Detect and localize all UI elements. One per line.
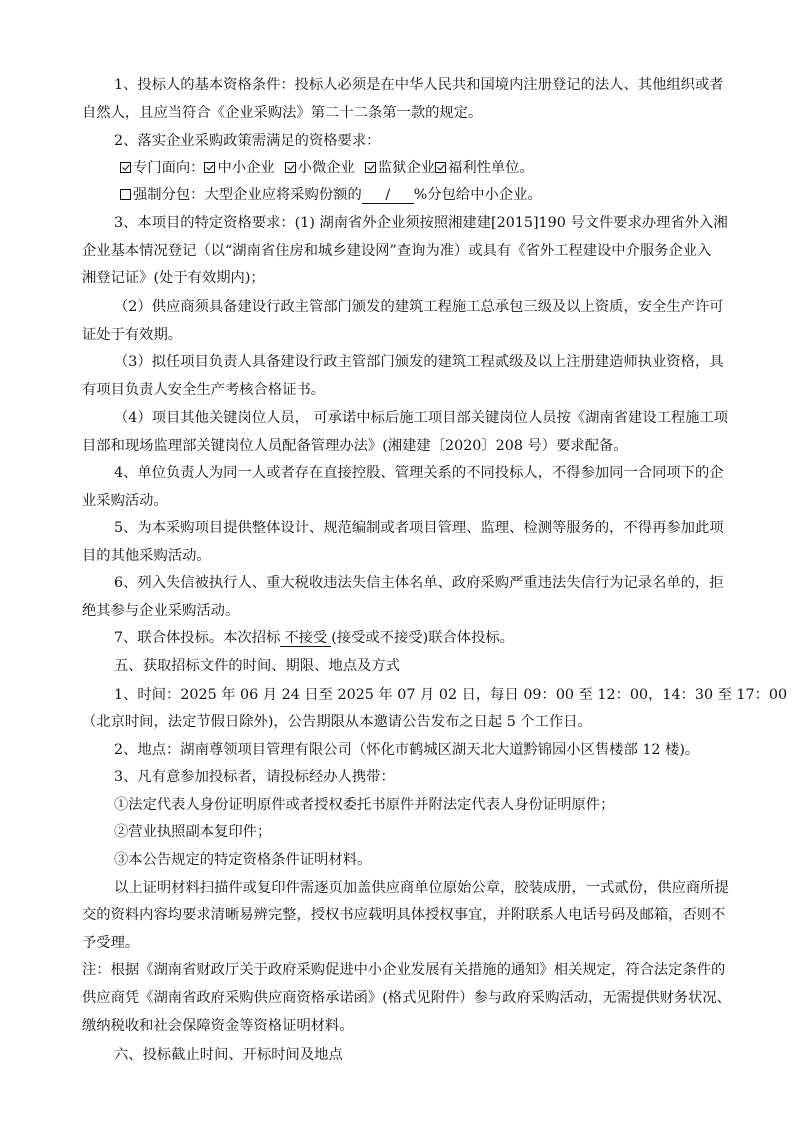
checkbox-fenbao[interactable] <box>120 189 131 200</box>
q2-zhuanmen-row <box>120 158 714 178</box>
checkbox-zhuanmen[interactable] <box>120 162 131 173</box>
q1-line-2: 自然人，且应当符合《企业采购法》第二十二条第一款的规定。 <box>82 105 483 121</box>
zhuanmen-label: 专门面向： <box>133 160 205 176</box>
sec5-note-line-2: 供应商凭《湖南省政府采购供应商资格承诺函》(格式见附件）参与政府采购活动，无需提供财务状况、 <box>82 990 731 1006</box>
checkbox-option-1[interactable] <box>204 162 215 173</box>
q4-line-1: 4、单位负责人为同一人或者存在直接控股、管理关系的不同投标人，不得参加同一合同项下的企 <box>114 465 724 481</box>
option-2-label: 小微企业 <box>297 160 355 176</box>
q3-line-3: 湘登记证》(处于有效期内)； <box>82 270 265 286</box>
sec5-item-3: ③本公告规定的特定资格条件证明材料。 <box>114 852 372 868</box>
q3-p3-line-1: （3）拟任项目负责人具备建设行政主管部门颁发的建筑工程贰级及以上注册建造师执业资格，具 <box>114 354 724 370</box>
sec5-bring: 3、凡有意参加投标者，请投标经办人携带： <box>114 769 395 785</box>
q7-line <box>114 628 714 648</box>
q2-title: 2、落实企业采购政策需满足的资格要求： <box>114 133 381 149</box>
checkbox-option-2[interactable] <box>285 162 296 173</box>
sec5-item-1: ①法定代表人身份证明原件或者授权委托书原件并附法定代表人身份证明原件； <box>114 797 615 813</box>
sec5-item-2: ②营业执照副本复印件； <box>114 824 272 840</box>
q5-line-1: 5、为本采购项目提供整体设计、规范编制或者项目管理、监理、检测等服务的，不得再参加此项 <box>114 520 724 536</box>
section-5-title: 五、获取招标文件的时间、期限、地点及方式 <box>114 658 400 674</box>
q3-p4-line-1: （4）项目其他关键岗位人员， 可承诺中标后施工项目部关键岗位人员按《湖南省建设工程施工项 <box>114 410 729 426</box>
q2-fenbao-row <box>120 185 714 205</box>
checkbox-option-3[interactable] <box>365 162 376 173</box>
q3-p2-line-1: （2）供应商须具备建设行政主管部门颁发的建筑工程施工总承包三级及以上资质，安全生产许可 <box>114 299 724 315</box>
sec5-para-line-3: 予受理。 <box>82 935 140 951</box>
sec5-time-line-1: 1、时间：2025 年 06 月 24 日至 2025 年 07 月 02 日，每日 09：00 至 12：00，14：30 至 17：00 <box>114 687 788 703</box>
q6-line-1: 6、列入失信被执行人、重大税收违法失信主体名单、政府采购严重违法失信行为记录名单的，拒 <box>114 575 724 591</box>
q7-pre: 7、联合体投标。本次招标 <box>114 630 281 646</box>
option-1-label: 中小企业 <box>217 160 275 176</box>
q7-post: (接受或不接受)联合体投标。 <box>331 630 514 646</box>
q7-value: 不接受 <box>280 630 331 647</box>
q3-line-1: 3、本项目的特定资格要求：(1) 湖南省外企业须按照湘建建[2015]190 号文件要求办理省外入湘 <box>114 215 728 231</box>
sec5-para-line-1: 以上证明材料扫描件或复印件需逐页加盖供应商单位原始公章，胶装成册，一式贰份，供应商所提 <box>114 880 729 896</box>
checkbox-option-4[interactable] <box>435 162 446 173</box>
q1-line-1: 1、投标人的基本资格条件：投标人必须是在中华人民共和国境内注册登记的法人、其他组织或者 <box>114 77 724 93</box>
q3-p3-line-2: 有项目负责人安全生产考核合格证书。 <box>82 382 326 398</box>
q5-line-2: 目的其他采购活动。 <box>82 548 211 564</box>
fenbao-blank: / <box>362 187 414 204</box>
fenbao-pre: 强制分包：大型企业应将采购份额的 <box>133 187 362 203</box>
sec5-note-line-3: 缴纳税收和社会保障资金等资格证明材料。 <box>82 1018 354 1034</box>
section-6-title: 六、投标截止时间、开标时间及地点 <box>114 1047 343 1063</box>
sec5-time-line-2: （北京时间，法定节假日除外)，公告期限从本邀请公告发布之日起 5 个工作日。 <box>82 714 592 730</box>
q3-p4-line-2: 目部和现场监理部关键岗位人员配备管理办法》(湘建建〔2020〕208 号）要求配备。 <box>82 438 628 454</box>
q4-line-2: 业采购活动。 <box>82 493 168 509</box>
fenbao-post: %分包给中小企业。 <box>413 187 542 203</box>
option-4-label: 福利性单位。 <box>448 160 534 176</box>
q3-line-2: 企业基本情况登记（以“湖南省住房和城乡建设网”查询为准）或具有《省外工程建设中介服务企业入 <box>82 243 712 259</box>
sec5-note-line-1: 注：根据《湖南省财政厅关于政府采购促进中小企业发展有关措施的通知》相关规定，符合法定条件的 <box>82 962 726 978</box>
q3-p2-line-2: 证处于有效期。 <box>82 327 183 343</box>
q6-line-2: 绝其参与企业采购活动。 <box>82 603 240 619</box>
sec5-para-line-2: 交的资料内容均要求清晰易辨完整，授权书应载明具体授权事宜，并附联系人电话号码及邮箱，否则不 <box>82 907 726 923</box>
sec5-location: 2、地点：湖南尊领项目管理有限公司（怀化市鹤城区湖天北大道黔锦园小区售楼部 12 楼)。 <box>114 742 700 758</box>
option-3-label: 监狱企业 <box>377 160 436 176</box>
